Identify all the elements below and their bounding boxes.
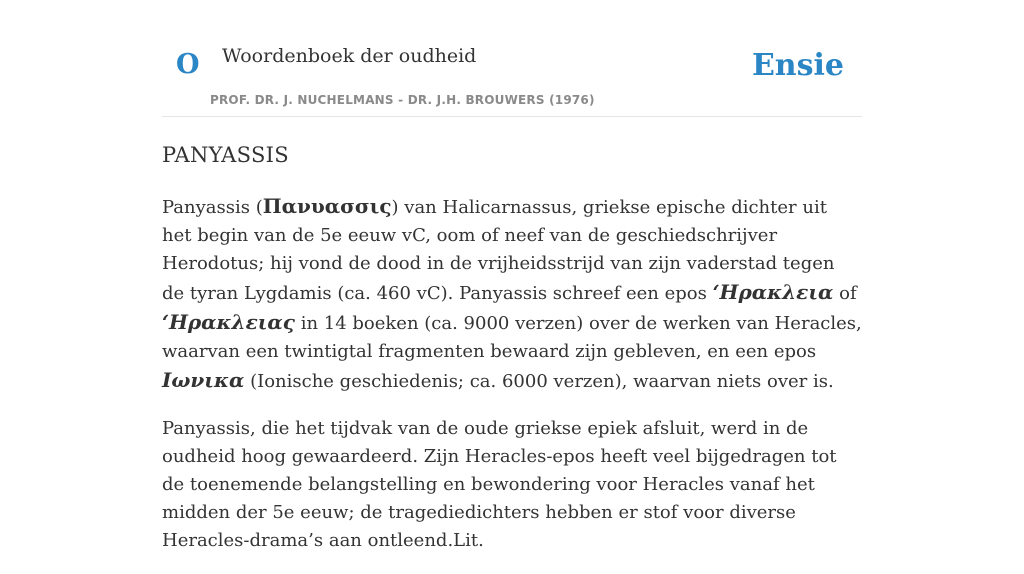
greek-term: Πανυασσις <box>262 194 392 218</box>
book-authors: PROF. DR. J. NUCHELMANS - DR. J.H. BROUWERS (1976) <box>210 93 595 107</box>
greek-term: Ιωνικα <box>162 368 245 392</box>
letter-badge[interactable]: O <box>176 49 200 80</box>
text-segment: ) van Halicarnassus, griekse epische dichter uit het begin van de 5e eeuw vC, oom of neef van de geschiedschrijver Herodotus; hij vond de dood in de vrijheidsstrijd van zijn vaderstad tegen de tyran Lygdamis (ca. 460 vC). Panyassis schreef een epos <box>162 197 835 304</box>
entry-paragraph-1 <box>162 192 862 396</box>
greek-term: ‘Ηρακλεια <box>712 280 834 304</box>
greek-term: ‘Ηρακλειας <box>162 310 295 334</box>
text-segment: of <box>833 283 857 304</box>
text-segment: in 14 boeken (ca. 9000 verzen) over de werken van Heracles, waarvan een twintigtal fragmenten bewaard zijn gebleven, en een epos <box>162 313 862 362</box>
brand-logo[interactable]: Ensie <box>751 48 844 83</box>
book-title[interactable]: Woordenboek der oudheid <box>222 45 477 67</box>
entry-paragraph-2: Panyassis, die het tijdvak van de oude griekse epiek afsluit, werd in de oudheid hoog gewaardeerd. Zijn Heracles-epos heeft veel bijgedragen tot de toenemende belangstelling en bewondering voor Heracles vanaf het midden der 5e eeuw; de tragediedichters hebben er stof voor diverse Heracles-drama’s aan ontleend.Lit. <box>162 418 837 551</box>
header <box>162 0 862 117</box>
entry-content <box>162 140 862 574</box>
text-segment: Panyassis ( <box>162 197 263 218</box>
text-segment: (Ionische geschiedenis; ca. 6000 verzen), waarvan niets over is. <box>244 371 834 392</box>
entry-title: PANYASSIS <box>162 143 289 167</box>
